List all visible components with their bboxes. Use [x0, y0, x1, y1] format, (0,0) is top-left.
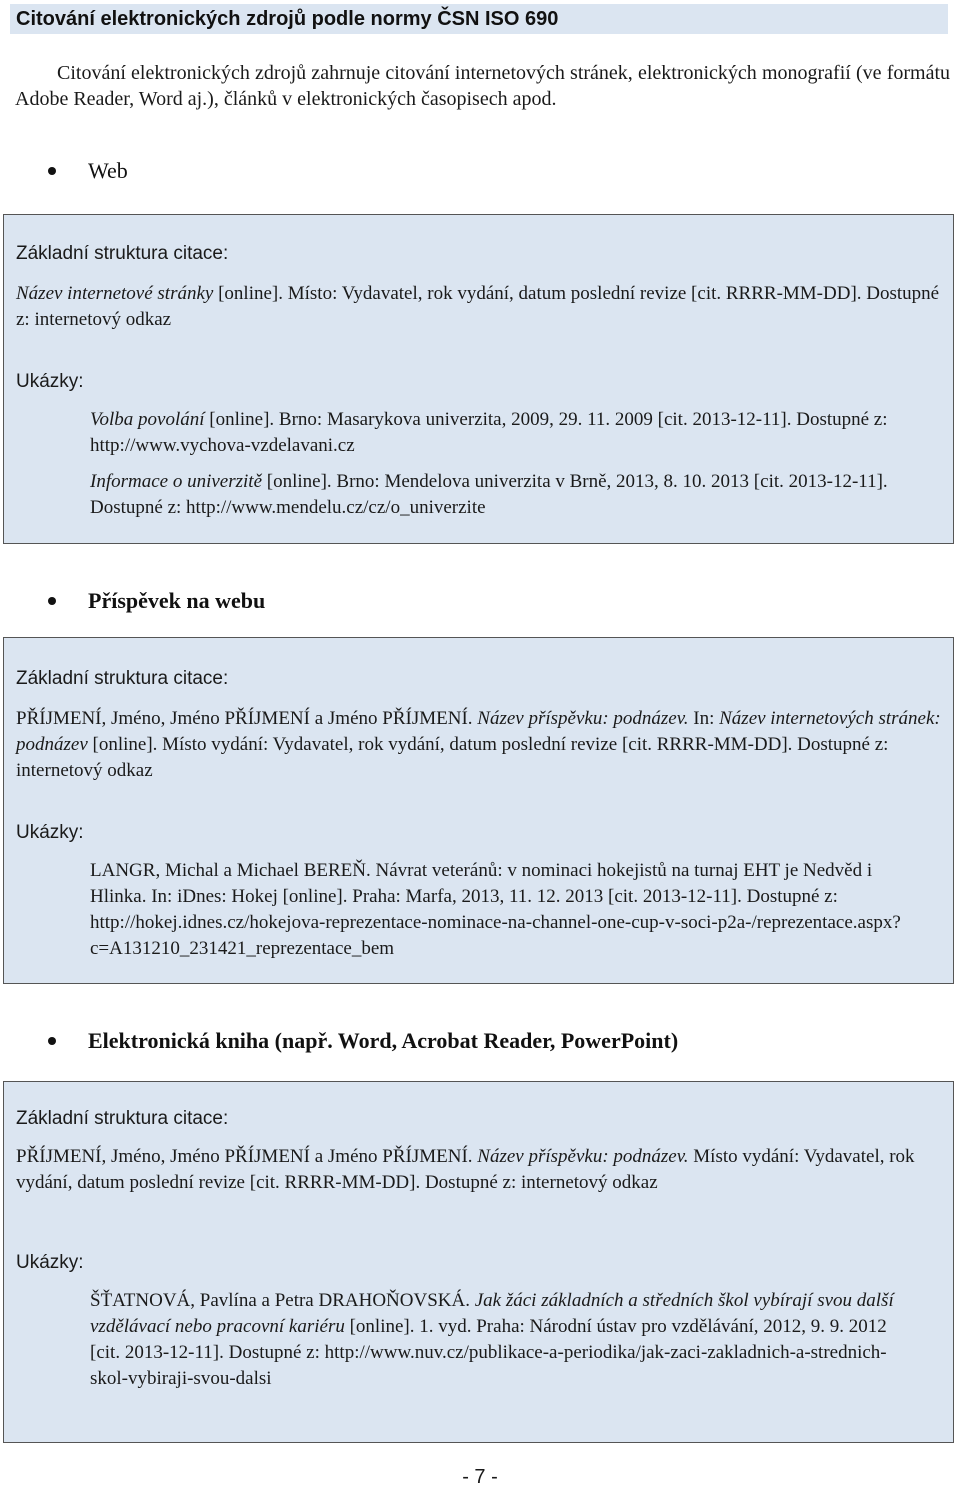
example-item: LANGR, Michal a Michael BEREŇ. Návrat veteránů: v nominaci hokejistů na turnaj EHT je Nedvěd i Hlinka. In: iDnes: Hokej [online]. Praha: Marfa, 2013, 11. 12. 2013 [cit. 2013-12-11]. Dostupné z: http://hokej.idnes.cz/hokejova-reprezentace-nominace-na-channel-one-cup-v-soci-p2a-/reprezentace.aspx?c=A131210_231421_reprezentace_bem: [90, 860, 901, 959]
structure-text: [16, 706, 941, 784]
section-bullet-web: [48, 158, 128, 184]
structure-text: [16, 1144, 941, 1196]
structure-rest: [online]. Místo: Vydavatel, rok vydání, datum poslední revize [cit. RRRR-MM-DD]. Dostupné z: internetový odkaz: [16, 283, 940, 330]
examples-heading: Ukázky:: [16, 1252, 84, 1273]
example-item: [90, 469, 940, 521]
example-rest: [online]. Brno: Mendelova univerzita v Brně, 2013, 8. 10. 2013 [cit. 2013-12-11]. Dostupné z: http://www.mendelu.cz/cz/o_univerzite: [90, 471, 888, 518]
structure-title-italic: Název příspěvku: podnázev.: [477, 708, 689, 729]
example-item: [90, 1288, 910, 1392]
example-authors: ŠŤATNOVÁ, Pavlína a Petra DRAHOŇOVSKÁ.: [90, 1290, 475, 1311]
structure-site-italic: Název internetových stránek: podnázev: [16, 708, 941, 755]
structure-rest: Místo vydání: Vydavatel, rok vydání, datum poslední revize [cit. RRRR-MM-DD]. Dostupné z: internetový odkaz: [16, 1146, 915, 1193]
structure-authors: PŘÍJMENÍ, Jméno, Jméno PŘÍJMENÍ a Jméno PŘÍJMENÍ.: [16, 708, 478, 729]
example-title-italic: Jak žáci základních a středních škol vybírají svou další vzdělávací nebo pracovní kariéru: [90, 1290, 894, 1337]
structure-text: [16, 281, 941, 333]
example-rest: [online]. 1. vyd. Praha: Národní ústav pro vzdělávání, 2012, 9. 9. 2012 [cit. 2013-12-11]. Dostupné z: http://www.nuv.cz/publikace-a-periodika/jak-zaci-zakladnich-a-strednich-skol-vybiraji-svou-dalsi: [90, 1316, 887, 1389]
section-title: Web: [88, 158, 128, 183]
citation-box-post: [3, 637, 954, 984]
example-title-italic: Informace o univerzitě: [90, 471, 263, 492]
structure-heading: Základní struktura citace:: [16, 668, 229, 689]
page-number: - 7 -: [462, 1466, 498, 1488]
structure-title-italic: Název internetové stránky: [16, 283, 214, 304]
bullet-icon: [48, 597, 56, 605]
examples-heading: Ukázky:: [16, 822, 84, 843]
structure-heading: Základní struktura citace:: [16, 243, 229, 264]
section-bullet-post: [48, 588, 265, 614]
citation-box-web: [3, 214, 954, 544]
structure-rest: [online]. Místo vydání: Vydavatel, rok vydání, datum poslední revize [cit. RRRR-MM-DD]. Dostupné z: internetový odkaz: [16, 734, 889, 781]
structure-authors: PŘÍJMENÍ, Jméno, Jméno PŘÍJMENÍ a Jméno PŘÍJMENÍ.: [16, 1146, 478, 1167]
bullet-icon: [48, 1037, 56, 1045]
example-item: [90, 407, 940, 459]
intro-paragraph: Citování elektronických zdrojů zahrnuje citování internetových stránek, elektronických monografií (ve formátu Adobe Reader, Word aj.), článků v elektronických časopisech apod.: [15, 62, 950, 110]
structure-title-italic: Název příspěvku: podnázev.: [477, 1146, 689, 1167]
section-bullet-ebook: [48, 1028, 678, 1054]
example-rest: [online]. Brno: Masarykova univerzita, 2009, 29. 11. 2009 [cit. 2013-12-11]. Dostupné z: http://www.vychova-vzdelavani.cz: [90, 409, 888, 456]
section-title: Příspěvek na webu: [88, 588, 266, 613]
bullet-icon: [48, 167, 56, 175]
structure-heading: Základní struktura citace:: [16, 1108, 229, 1129]
example-title-italic: Volba povolání: [90, 409, 205, 430]
examples-heading: Ukázky:: [16, 371, 84, 392]
structure-in: In:: [688, 708, 720, 729]
section-title: Elektronická kniha (např. Word, Acrobat Reader, PowerPoint): [88, 1028, 679, 1053]
page-title: Citování elektronických zdrojů podle normy ČSN ISO 690: [10, 4, 948, 34]
citation-box-ebook: [3, 1081, 954, 1443]
